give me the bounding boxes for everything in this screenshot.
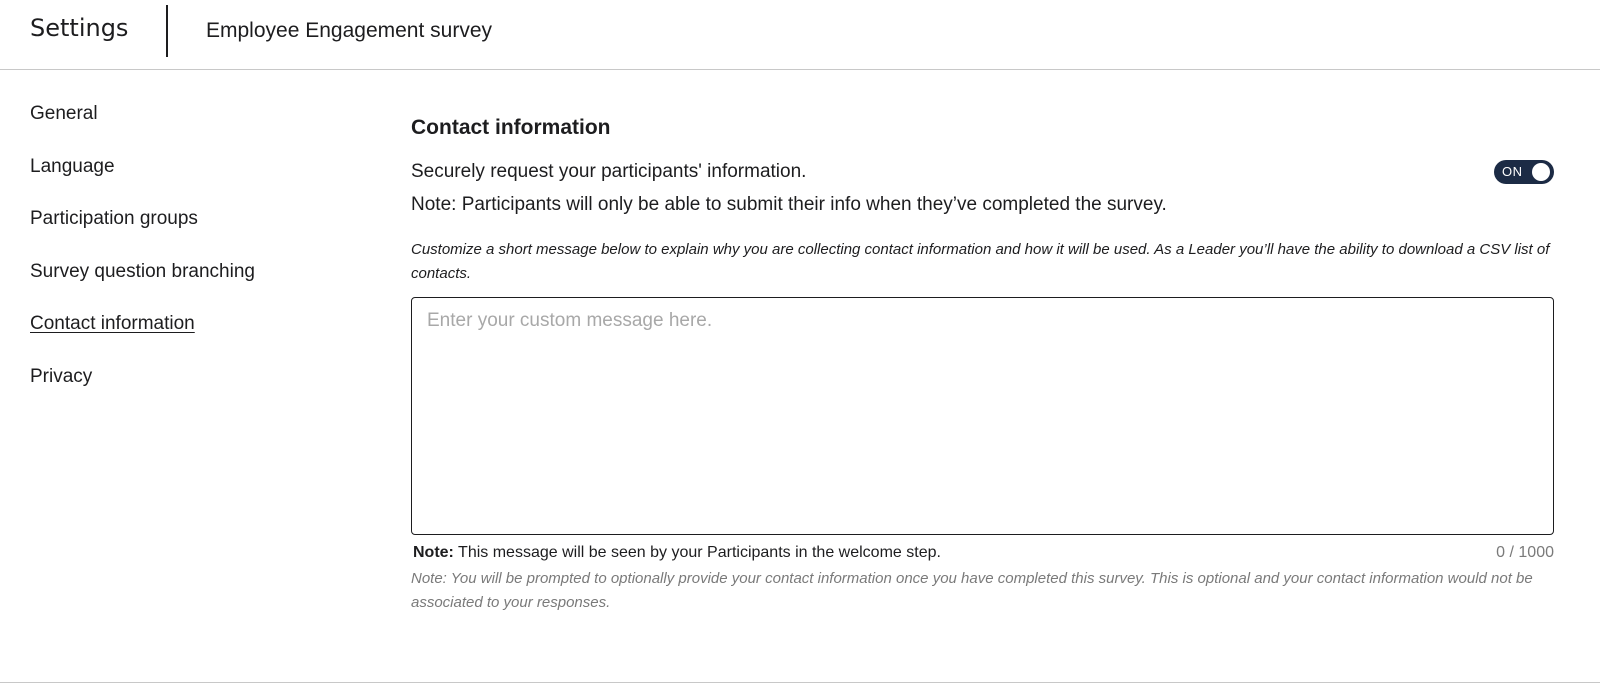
optional-contact-note: Note: You will be prompted to optionally provide your contact information once you have completed this survey. This is optional and your contact information would not be associated to your responses. [411,570,1533,611]
sidebar-item-privacy[interactable]: Privacy [30,365,93,387]
settings-sidebar [30,100,360,415]
request-info-label: Securely request your participants' information. [411,161,807,182]
message-instructions: Customize a short message below to explain why you are collecting contact information and how it will be used. As a Leader you’ll have the ability to download a CSV list of contacts. [411,241,1550,282]
bottom-divider [0,682,1600,683]
sidebar-item-contact-information[interactable]: Contact information [30,313,195,334]
sidebar-item-general[interactable]: General [30,103,98,124]
contact-info-toggle[interactable] [1494,160,1554,184]
toggle-knob [1532,163,1550,181]
character-counter: 0 / 1000 [1496,544,1554,561]
sidebar-item-survey-question-branching[interactable]: Survey question branching [30,260,255,282]
section-title: Contact information [411,116,611,139]
header-divider [166,5,168,57]
sidebar-item-language[interactable]: Language [30,155,115,177]
custom-message-textarea[interactable] [411,297,1554,535]
survey-name: Employee Engagement survey [206,19,492,42]
note-label: Note: [413,544,454,561]
sidebar-item-participation-groups[interactable]: Participation groups [30,208,198,229]
settings-header [0,0,1600,70]
note-message: This message will be seen by your Participants in the welcome step. [453,544,941,561]
message-note-row [413,544,1554,566]
participant-note: Note: Participants will only be able to submit their info when they’ve completed the survey. [411,194,1167,215]
toggle-state-label: ON [1502,164,1523,179]
page-title: Settings [30,14,129,42]
